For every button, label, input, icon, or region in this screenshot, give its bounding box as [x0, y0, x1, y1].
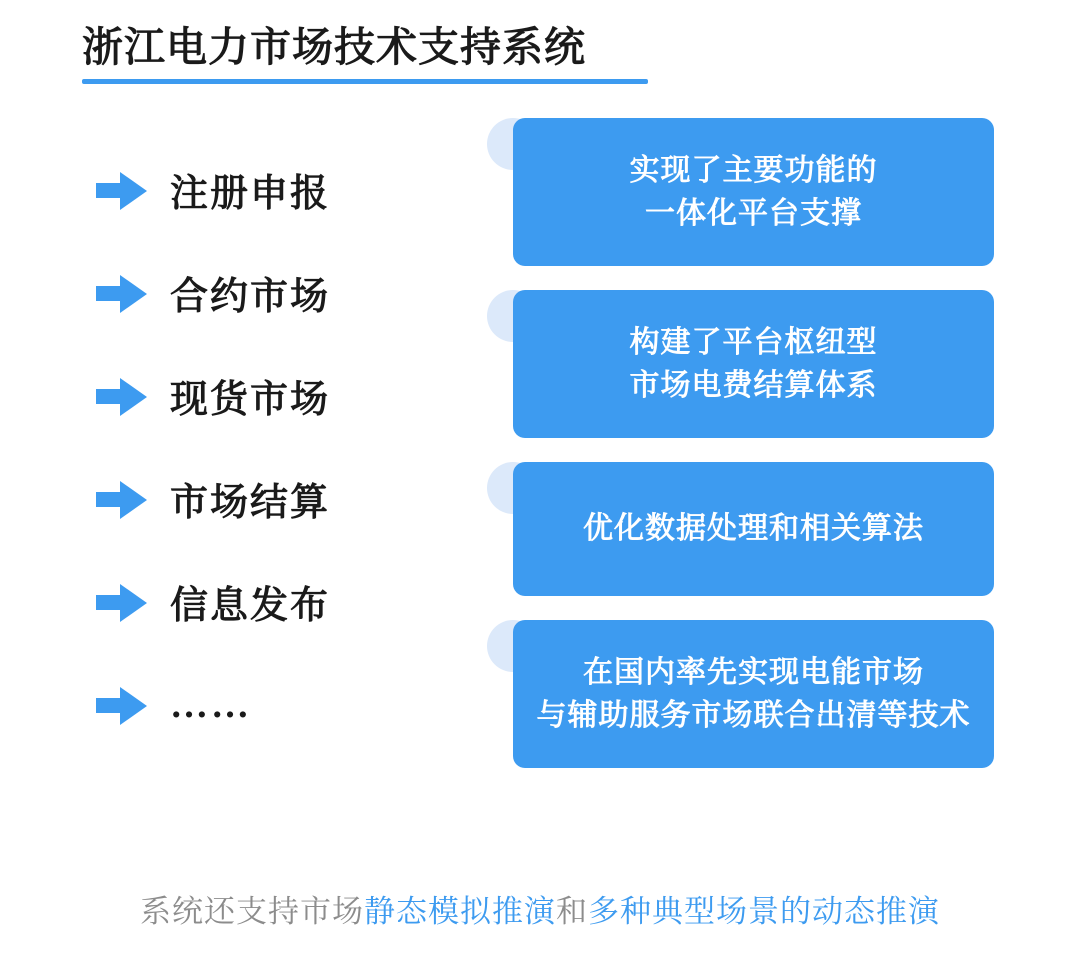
list-item-label: …… [170, 683, 252, 726]
footer-text-2: 和 [556, 894, 588, 929]
list-item-label: 合约市场 [170, 276, 331, 318]
card-wrapper [487, 118, 997, 266]
card-line-1: 优化数据处理和相关算法 [583, 512, 924, 546]
card-line-2: 一体化平台支撑 [645, 197, 862, 230]
arrow-right-icon [96, 685, 152, 725]
arrow-right-icon [96, 479, 152, 519]
list-item[interactable] [96, 241, 466, 344]
card-line-2: 市场电费结算体系 [629, 369, 878, 402]
list-item[interactable] [96, 344, 466, 447]
card-line-1: 在国内率先实现电能市场 [583, 655, 924, 689]
page-title: 浙江电力市场技术支持系统 [82, 24, 586, 70]
footer-note [0, 886, 1080, 931]
list-item-label: 现货市场 [170, 379, 331, 421]
achievement-card[interactable] [513, 118, 994, 266]
arrow-right-icon [96, 582, 152, 622]
card-line-1: 实现了主要功能的 [629, 153, 878, 187]
footer-highlight-1: 静态模拟推演 [364, 894, 556, 929]
achievement-card[interactable] [513, 462, 994, 596]
title-underline [82, 79, 648, 84]
card-line-1: 构建了平台枢纽型 [629, 325, 878, 359]
arrow-right-icon [96, 376, 152, 416]
card-wrapper [487, 462, 997, 596]
list-item-label: 市场结算 [170, 482, 331, 524]
list-item[interactable] [96, 653, 466, 756]
list-item[interactable] [96, 138, 466, 241]
list-item-label: 信息发布 [170, 585, 331, 627]
title-block [82, 22, 648, 84]
card-wrapper [487, 290, 997, 438]
footer-highlight-2: 多种典型场景的动态推演 [588, 894, 940, 929]
footer-text-1: 系统还支持市场 [140, 894, 364, 929]
card-wrapper [487, 620, 997, 768]
achievement-card[interactable] [513, 290, 994, 438]
achievement-cards [487, 118, 997, 792]
list-item[interactable] [96, 447, 466, 550]
arrow-right-icon [96, 170, 152, 210]
list-item[interactable] [96, 550, 466, 653]
list-item-label: 注册申报 [170, 173, 331, 215]
module-list [96, 138, 466, 756]
arrow-right-icon [96, 273, 152, 313]
achievement-card[interactable] [513, 620, 994, 768]
card-line-2: 与辅助服务市场联合出清等技术 [536, 699, 971, 732]
